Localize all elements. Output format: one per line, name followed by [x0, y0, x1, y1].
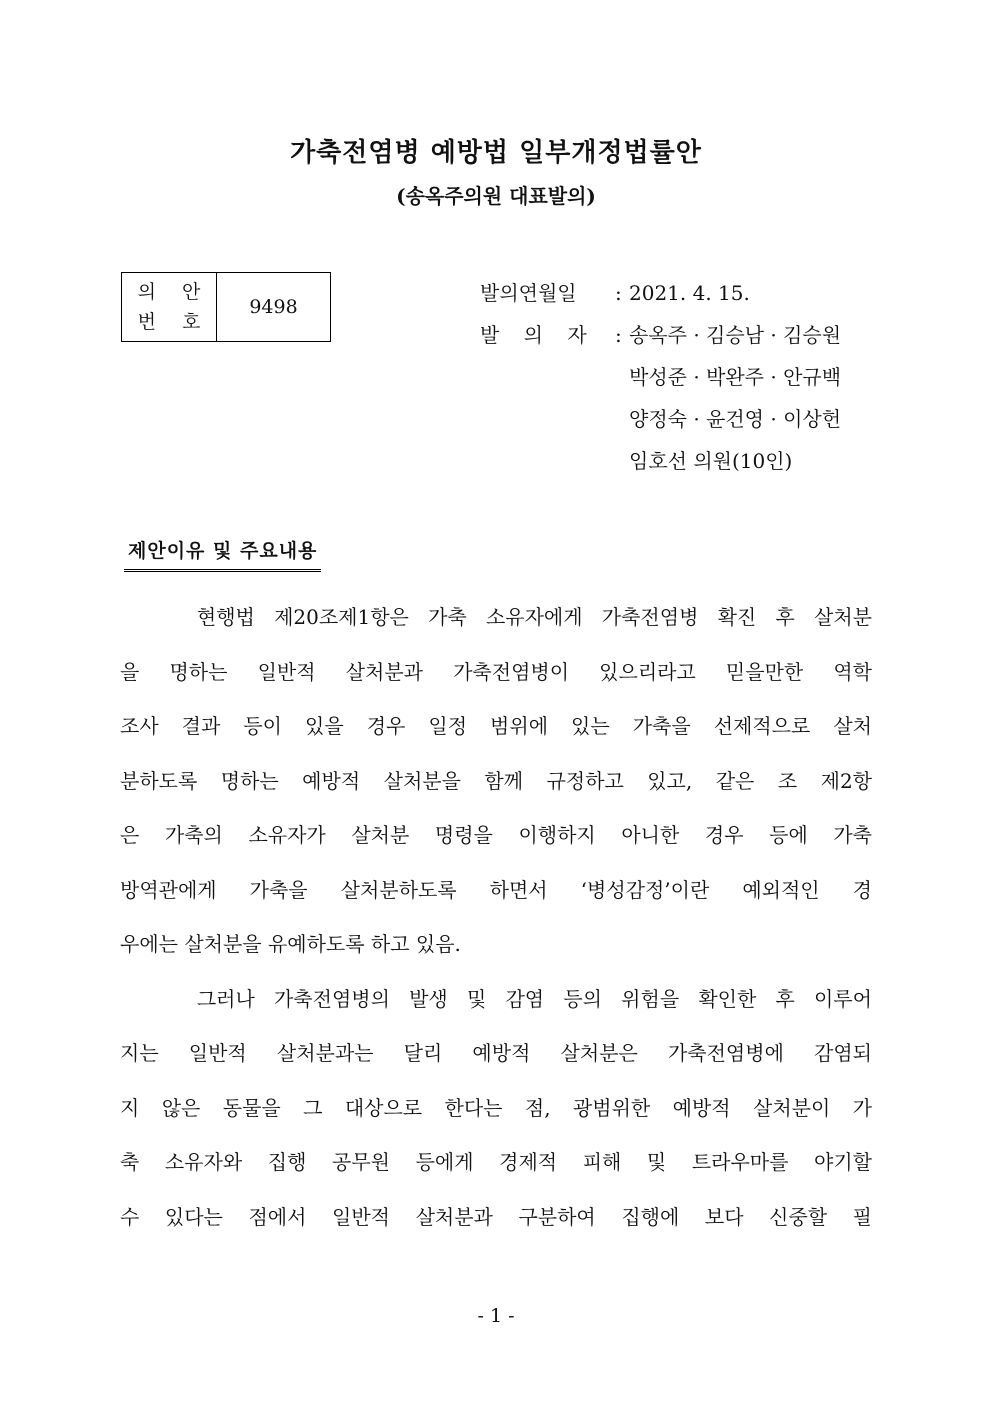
bill-label-line2: 번 호 — [137, 311, 211, 333]
body-line: 수 있다는 점에서 일반적 살처분과 구분하여 집행에 보다 신중할 필 — [120, 1204, 872, 1229]
proposal-date-row — [480, 272, 900, 314]
proposers-line4: 임호선 의원(10인) — [629, 449, 793, 473]
page-number: - 1 - — [477, 1305, 515, 1327]
body-line: 분하도록 명하는 예방적 살처분을 함께 규정하고 있고, 같은 조 제2항 — [120, 768, 872, 793]
body-line: 현행법 제20조제1항은 가축 소유자에게 가축전염병 확진 후 살처분 — [120, 605, 872, 629]
bill-number-value: 9498 — [249, 296, 298, 318]
proposal-date-value: 2021. 4. 15. — [629, 281, 750, 305]
body-line: 지는 일반적 살처분과는 달리 예방적 살처분은 가축전염병에 감염되 — [120, 1041, 872, 1065]
proposal-date-label: 발의연월일 — [480, 281, 577, 305]
proposers-line1: 송옥주 · 김승남 · 김승원 — [629, 323, 842, 347]
colon: : — [615, 281, 622, 305]
section-heading: 제안이유 및 주요내용 — [124, 536, 321, 572]
body-line: 을 명하는 일반적 살처분과 가축전염병이 있으리라고 믿을만한 역학 — [120, 659, 872, 684]
body-line: 방역관에게 가축을 살처분하도록 하면서 ‘병성감정’이란 예외적인 경 — [120, 877, 872, 902]
body-line: 은 가축의 소유자가 살처분 명령을 이행하지 아니한 경우 등에 가축 — [120, 823, 872, 847]
document-subtitle: (송옥주의원 대표발의) — [396, 184, 596, 208]
bill-number-label — [122, 273, 217, 341]
proposers-label: 발 의 자 — [480, 323, 587, 347]
body-text — [120, 590, 872, 1244]
proposers-line3: 양정숙 · 윤건영 · 이상헌 — [629, 407, 842, 431]
body-line: 그러나 가축전염병의 발생 및 감염 등의 위험을 확인한 후 이루어 — [120, 986, 872, 1011]
bill-label-line1: 의 안 — [137, 281, 211, 303]
body-line: 축 소유자와 집행 공무원 등에게 경제적 피해 및 트라우마를 야기할 — [120, 1150, 872, 1174]
body-line: 지 않은 동물을 그 대상으로 한다는 점, 광범위한 예방적 살처분이 가 — [120, 1095, 872, 1120]
document-title: 가축전염병 예방법 일부개정법률안 — [290, 138, 702, 168]
bill-number-box — [121, 272, 331, 342]
proposal-info — [480, 272, 900, 482]
proposers-row — [480, 314, 900, 356]
proposers-line2: 박성준 · 박완주 · 안규백 — [629, 365, 842, 389]
colon: : — [615, 323, 622, 347]
body-line: 조사 결과 등이 있을 경우 일정 범위에 있는 가축을 선제적으로 살처 — [120, 714, 872, 738]
body-line: 우에는 살처분을 유예하도록 하고 있음. — [120, 932, 461, 956]
